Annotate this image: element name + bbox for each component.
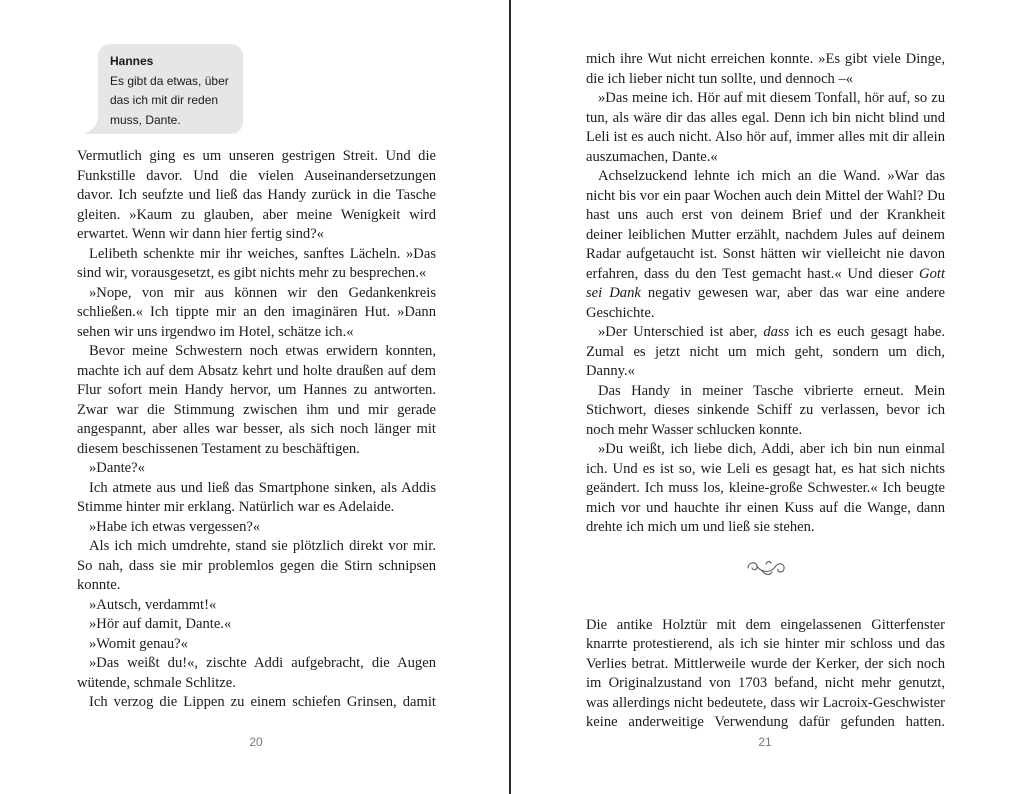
section-before-break — [586, 50, 945, 538]
text-run: Achselzuckend lehnte ich mich an die Wand. »War das nicht bis vor ein paar Wochen auch dein Mittel der Wahl? Du hast uns auch erst von deinem Brief und der Krankheit deiner leiblichen Mutter erzählt, nachdem Jules auf deinem Radar aufgetaucht ist. Sonst hätten wir vielleicht nie davon erfahren, dass du den Test gemacht hast.« Und dieser — [586, 168, 945, 282]
text-run: »Das meine ich. Hör auf mit diesem Tonfall, hör auf, so zu tun, als wäre dir das alles egal. Denn ich bin nicht blind und Leli ist es auch nicht. Also hör auf, immer alles mit dir allein auszumachen, Dante.« — [586, 90, 945, 165]
left-page — [0, 0, 509, 794]
text-run: Das Handy in meiner Tasche vibrierte erneut. Mein Stichwort, dieses sinkende Schiff zu verlassen, bevor ich noch mehr Wasser schlucken konnte. — [586, 382, 945, 438]
paragraph: Bevor meine Schwestern noch etwas erwidern konnten, machte ich auf dem Absatz kehrt und holte draußen auf dem Flur sofort mein Handy hervor, um Hannes zu antworten. Zwar war die Stimmung zwischen ihm und mir gerade angespannt, aber alles war besser, als sich noch länger mit diesem beschissenen Testament zu beschäftigen. — [77, 343, 436, 457]
paragraph: »Autsch, verdammt!« — [89, 596, 217, 613]
paragraph — [586, 382, 945, 441]
italic-text: Gott sei Dank — [586, 265, 945, 301]
paragraph: Ich atmete aus und ließ das Smartphone sinken, als Addis Stimme hinter mir erklang. Natürlich war es Adelaide. — [77, 479, 436, 515]
text-run: »Der Unterschied ist aber, — [598, 324, 764, 340]
chat-message-bubble — [98, 44, 243, 134]
left-page-body — [77, 147, 436, 713]
paragraph: Ich verzog die Lippen zu einem schiefen Grinsen, damit — [89, 694, 436, 710]
paragraph — [586, 440, 945, 538]
section-after-break — [586, 616, 945, 733]
paragraph — [586, 50, 945, 89]
paragraph: »Dante?« — [89, 460, 145, 476]
right-page — [511, 0, 1020, 794]
paragraph: »Das weißt du!«, zischte Addi aufgebracht, die Augen wütende, schmale Schlitze. — [77, 655, 436, 691]
paragraph — [586, 323, 945, 382]
message-text: Es gibt da etwas, über das ich mit dir reden muss, Dante. — [110, 73, 229, 127]
text-run: negativ gewesen war, aber das war eine andere Geschichte. — [586, 285, 945, 321]
text-run: »Du weißt, ich liebe dich, Addi, aber ich bin nun einmal ich. Und es ist so, wie Leli es gesagt hat, es hat sich nichts geändert. Ich muss los, kleine-große Schwester.« Ich beugte mich vor und hauchte ihr einen Kuss auf die Wange, dann drehte ich mich um und ließ sie stehen. — [586, 441, 945, 535]
paragraph — [586, 167, 945, 323]
italic-text: dass — [763, 324, 790, 340]
paragraph: »Habe ich etwas vergessen?« — [89, 518, 261, 535]
right-page-body — [586, 50, 945, 733]
paragraph: Lelibeth schenkte mir ihr weiches, sanftes Lächeln. »Das sind wir, vorausgesetzt, es gibt nichts mehr zu besprechen.« — [77, 245, 436, 281]
paragraph — [586, 616, 945, 733]
paragraph: »Nope, von mir aus können wir den Gedankenkreis schließen.« Ich tippte mir an den imaginären Hut. »Dann sehen wir uns irgendwo im Hotel, schätze ich.« — [77, 284, 436, 340]
text-run: Die antike Holztür mit dem eingelassenen Gitterfenster knarrte protestierend, als ich sie hinter mir schloss und das Verlies betrat. Mittlerweile wurde der Kerker, der sich noch im Originalzustand von 1703 befand, nicht mehr genutzt, was allerdings nicht bedeutete, dass wir Lacroix-Geschwister keine anderweitige Verwendung dafür gefunden hatten. — [586, 616, 945, 730]
paragraph: »Womit genau?« — [89, 635, 188, 652]
paragraph: Vermutlich ging es um unseren gestrigen Streit. Und die Funkstille davor. Und die vielen Auseinandersetzungen davor. Ich seufzte und ließ das Handy zurück in die Tasche gleiten. »Kaum zu glauben, aber meine Wenigkeit wird erwartet. Wenn wir dann hier fertig sind?« — [77, 148, 436, 242]
swirl-ornament-icon — [744, 556, 788, 580]
bubble-tail-icon — [84, 118, 106, 134]
message-sender: Hannes — [110, 54, 154, 68]
page-number: 21 — [758, 735, 772, 749]
page-number: 20 — [249, 735, 263, 749]
text-run: mich ihre Wut nicht erreichen konnte. »Es gibt viele Dinge, die ich lieber nicht tun sollte, und dennoch –« — [586, 51, 945, 87]
paragraph — [586, 89, 945, 167]
paragraph: Als ich mich umdrehte, stand sie plötzlich direkt vor mir. So nah, dass sie mir problemlos gegen die Stirn schnipsen konnte. — [77, 538, 436, 593]
paragraph: »Hör auf damit, Dante.« — [89, 616, 232, 632]
text-run: ich es euch gesagt habe. Zumal es jetzt nicht um mich geht, sondern um dich, Danny.« — [586, 324, 945, 379]
